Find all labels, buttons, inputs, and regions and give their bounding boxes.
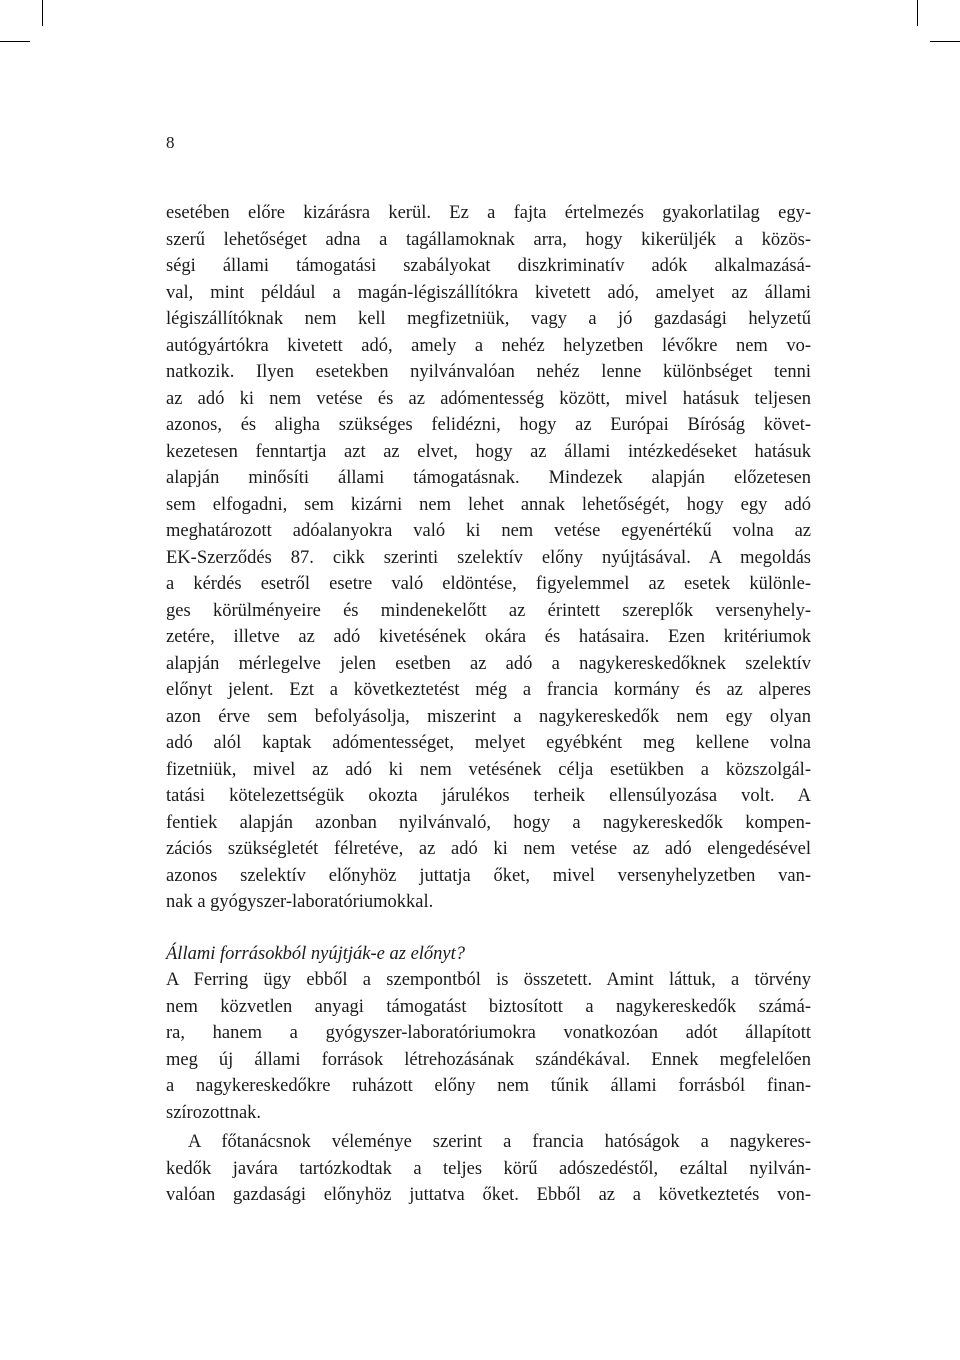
text-line: a nagykereskedőkre ruházott előny nem tűnik állami forrásból finan-	[166, 1076, 811, 1096]
text-line: azonos, és aligha szükséges felidézni, hogy az Európai Bíróság követ-	[166, 415, 811, 435]
text-line: val, mint például a magán-légiszállítókra kivetett adó, amelyet az állami	[166, 282, 811, 303]
paragraph-1	[166, 200, 811, 916]
text-line: nak a gyógyszer-laboratóriumokkal.	[166, 892, 434, 912]
text-line: légiszállítóknak nem kell megfizetniük, vagy a jó gazdasági helyzetű	[166, 309, 811, 329]
text-line: az adó ki nem vetése és az adómentesség között, mivel hatásuk teljesen	[166, 388, 811, 409]
text-line: kezetesen fenntartja azt az elvet, hogy az állami intézkedéseket hatásuk	[166, 441, 811, 462]
page-number: 8	[166, 133, 175, 152]
crop-mark-top-right-horizontal	[930, 41, 960, 42]
text-line: szírozottnak.	[166, 1102, 262, 1123]
text-line: alapján mérlegelve jelen esetben az adó a nagykereskedőknek szelektív	[166, 653, 811, 674]
text-line: zetére, illetve az adó kivetésének okára és hatásaira. Ezen kritériumok	[166, 627, 811, 647]
text-line: ségi állami támogatási szabályokat diszkriminatív adók alkalmazásá-	[166, 256, 811, 276]
text-line: adó alól kaptak adómentességet, melyet egyébként meg kellene volna	[166, 733, 811, 753]
text-line: fentiek alapján azonban nyilvánvaló, hogy a nagykereskedők kompen-	[166, 812, 811, 833]
text-line: azonos szelektív előnyhöz juttatja őket, mivel versenyhelyzetben van-	[166, 865, 811, 886]
text-line: ra, hanem a gyógyszer-laboratóriumokra vonatkozóan adót állapított	[166, 1023, 811, 1043]
text-line: szerű lehetőséget adna a tagállamoknak arra, hogy kikerüljék a közös-	[166, 229, 811, 250]
text-line: ges körülményeire és mindenekelőtt az érintett szereplők versenyhely-	[166, 600, 811, 621]
crop-mark-top-right-vertical	[917, 0, 918, 26]
text-line: A főtanácsnok véleménye szerint a francia hatóságok a nagykeres-	[188, 1132, 811, 1152]
text-line: kedők javára tartózkodtak a teljes körű adószedéstől, ezáltal nyilván-	[166, 1158, 811, 1179]
text-line: meghatározott adóalanyokra való ki nem vetése egyenértékű volna az	[166, 521, 811, 541]
text-line: előnyt jelent. Ezt a következtetést még a francia kormány és az alperes	[166, 680, 811, 700]
text-line: valóan gazdasági előnyhöz juttatva őket. Ebből az a következtetés von-	[166, 1185, 811, 1205]
crop-mark-top-left-horizontal	[0, 41, 30, 42]
text-line: A Ferring ügy ebből a szempontból is összetett. Amint láttuk, a törvény	[166, 970, 811, 990]
paragraph-3	[166, 1129, 811, 1209]
text-line: azon érve sem befolyásolja, miszerint a nagykereskedők nem egy olyan	[166, 706, 811, 727]
text-line: nem közvetlen anyagi támogatást biztosított a nagykereskedők számá-	[166, 996, 811, 1017]
text-line: autógyártókra kivetett adó, amely a nehéz helyzetben lévőkre nem vo-	[166, 335, 811, 356]
text-line: a kérdés esetről esetre való eldöntése, figyelemmel az esetek különle-	[166, 574, 811, 594]
text-line: alapján minősíti állami támogatásnak. Mindezek alapján előzetesen	[166, 468, 811, 488]
text-line: tatási kötelezettségük okozta járulékos terheik ellensúlyozása volt. A	[166, 786, 811, 806]
text-line: fizetniük, mivel az adó ki nem vetésének célja esetükben a közszolgál-	[166, 759, 811, 780]
text-line: EK-Szerződés 87. cikk szerinti szelektív előny nyújtásával. A megoldás	[166, 547, 811, 568]
crop-mark-top-left-vertical	[42, 0, 43, 26]
text-line: esetében előre kizárásra kerül. Ez a fajta értelmezés gyakorlatilag egy-	[166, 203, 811, 223]
text-line: sem elfogadni, sem kizárni nem lehet annak lehetőségét, hogy egy adó	[166, 494, 811, 515]
section-heading: Állami forrásokból nyújtják-e az előnyt?	[166, 944, 466, 964]
paragraph-2	[166, 967, 811, 1126]
text-line: zációs szükségletét félretéve, az adó ki nem vetése az adó elengedésével	[166, 839, 811, 859]
text-line: natkozik. Ilyen esetekben nyilvánvalóan nehéz lenne különbséget tenni	[166, 362, 811, 382]
text-line: meg új állami források létrehozásának szándékával. Ennek megfelelően	[166, 1049, 811, 1070]
